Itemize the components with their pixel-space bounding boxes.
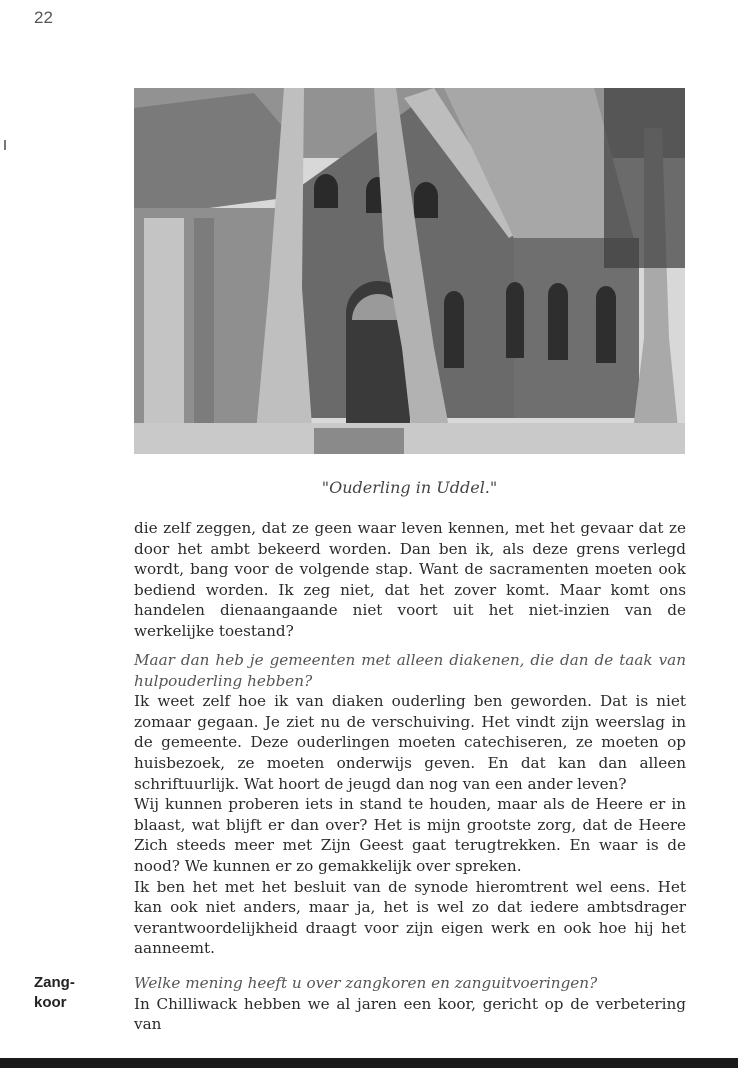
paragraph: In Chilliwack hebben we al jaren een koor, gericht op de verbetering van (134, 994, 686, 1034)
margin-heading (34, 973, 75, 1013)
body-text-block-2 (134, 650, 686, 959)
margin-mark (4, 140, 6, 150)
interview-question: Welke mening heeft u over zangkoren en zanguitvoeringen? (134, 974, 598, 992)
body-text-block-3 (134, 973, 686, 1035)
paragraph: die zelf zeggen, dat ze geen waar leven kennen, met het gevaar dat ze door het ambt bekeerd worden. Dan ben ik, als deze grens verlegd wordt, bang voor de volgende stap. Want de sacramenten moeten ook bediend worden. Ik zeg niet, dat het zover komt. Maar komt ons handelen dienaangaande niet voort uit het niet-inzien van de werkelijke toestand? (134, 519, 686, 640)
body-text-block-1 (134, 518, 686, 642)
margin-heading-line: koor (34, 994, 67, 1011)
paragraph: Wij kunnen proberen iets in stand te houden, maar als de Heere er in blaast, wat blijft er dan over? Het is mijn grootste zorg, dat de Heere Zich steeds meer met Zijn Geest gaat terugtrekken. En waar is de nood? We kunnen er zo gemakkelijk over spreken. (134, 795, 686, 875)
church-photo-icon (134, 88, 685, 454)
margin-heading-line: Zang- (34, 974, 75, 991)
page-bottom-edge (0, 1058, 738, 1068)
church-photo (134, 88, 685, 454)
paragraph: Ik ben het met het besluit van de synode hieromtrent wel eens. Het kan ook niet anders, maar ja, het is wel zo dat iedere ambtsdrager verantwoordelijkheid draagt voor zijn eigen werk en ook hoe hij het aanneemt. (134, 877, 686, 958)
photo-caption: "Ouderling in Uddel." (321, 478, 498, 497)
page-number: 22 (34, 8, 53, 27)
interview-question: Maar dan heb je gemeenten met alleen diakenen, die dan de taak van hulpouderling hebben? (134, 651, 686, 690)
paragraph: Ik weet zelf hoe ik van diaken ouderling ben geworden. Dat is niet zomaar gegaan. Je ziet nu de verschuiving. Het vindt zijn weerslag in de gemeente. Deze ouderlingen moeten catechiseren, ze moeten op huisbezoek, ze moeten onderwijs geven. En dat kan dan alleen schriftuurlijk. Wat hoort de jeugd dan nog van een ander leven? (134, 692, 686, 793)
